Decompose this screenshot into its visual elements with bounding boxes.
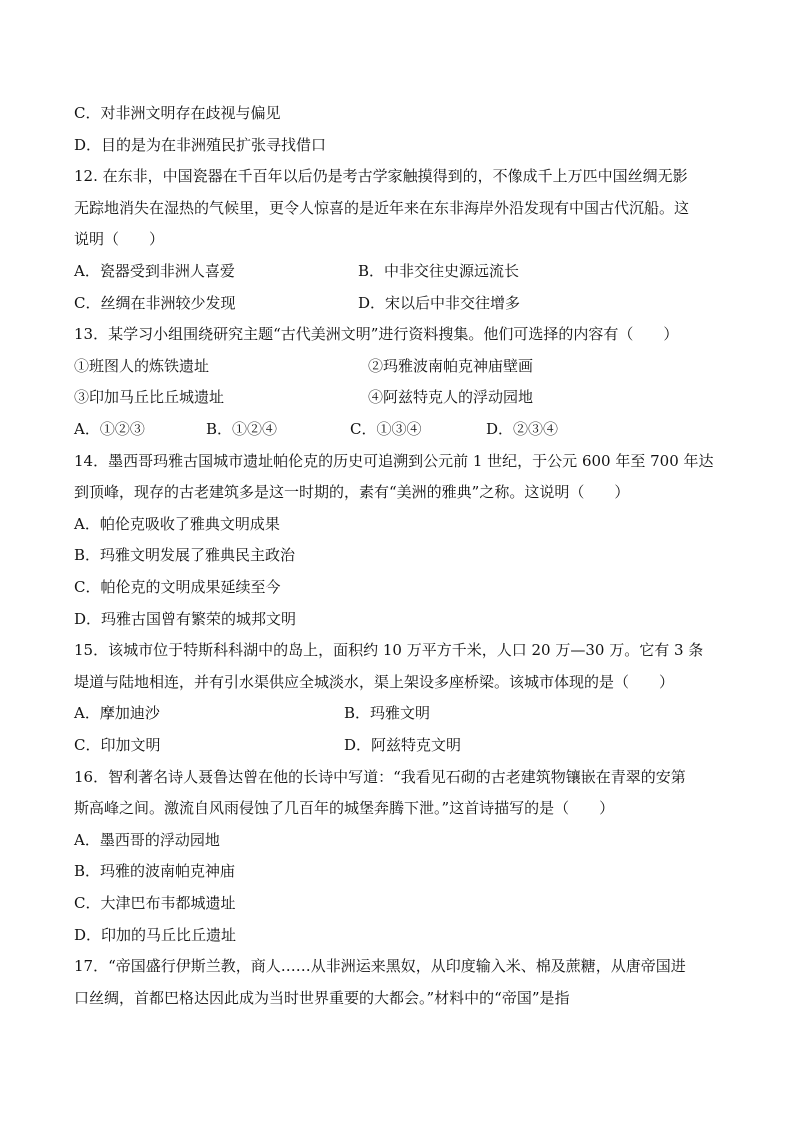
q15-stem-line-2: 堤道与陆地相连，并有引水渠供应全城淡水，渠上架设多座桥梁。该城市体现的是（ ） (74, 673, 675, 691)
q17-stem-line-2: 口丝绸，首都巴格达因此成为当时世界重要的大都会。”材料中的“帝国”是指 (74, 989, 570, 1007)
q16-stem-line-2: 斯高峰之间。激流自风雨侵蚀了几百年的城堡奔腾下泄。”这首诗描写的是（ ） (74, 799, 615, 817)
q13-option-b: B．①②④ (206, 420, 278, 438)
q15-option-b: B．玛雅文明 (344, 704, 431, 722)
q13-option-d: D．②③④ (486, 420, 559, 438)
q16-option-c: C．大津巴布韦都城遗址 (74, 894, 236, 912)
q13-item-1: ①班图人的炼铁遗址 (74, 357, 210, 375)
q13-item-4: ④阿兹特克人的浮动园地 (368, 388, 534, 406)
q12-stem-line-1: 12. 在东非，中国瓷器在千百年以后仍是考古学家触摸得到的，不像成千上万匹中国丝绸无影 (74, 167, 688, 185)
q14-stem-line-1: 14．墨西哥玛雅古国城市遗址帕伦克的历史可追溯到公元前 1 世纪，于公元 600 年至 700 年达 (74, 452, 714, 470)
q12-option-a: A．瓷器受到非洲人喜爱 (74, 262, 235, 280)
q13-stem-line-1: 13．某学习小组围绕研究主题“古代美洲文明”进行资料搜集。他们可选择的内容有（ ） (74, 325, 679, 343)
q12-stem-line-3: 说明（ ） (74, 230, 165, 248)
q11-option-c: C．对非洲文明存在歧视与偏见 (74, 104, 281, 122)
q12-stem-line-2: 无踪地消失在湿热的气候里，更令人惊喜的是近年来在东非海岸外沿发现有中国古代沉船。这 (74, 199, 690, 217)
q13-item-2: ②玛雅波南帕克神庙壁画 (368, 357, 534, 375)
q14-option-d: D．玛雅古国曾有繁荣的城邦文明 (74, 610, 297, 628)
q15-option-c: C．印加文明 (74, 736, 161, 754)
q15-option-a: A．摩加迪沙 (74, 704, 160, 722)
q14-option-b: B．玛雅文明发展了雅典民主政治 (74, 546, 296, 564)
q12-option-d: D．宋以后中非交往增多 (358, 294, 521, 312)
q16-option-b: B．玛雅的波南帕克神庙 (74, 862, 236, 880)
q13-option-a: A．①②③ (74, 420, 145, 438)
q17-stem-line-1: 17．“帝国盛行伊斯兰教，商人……从非洲运来黑奴，从印度输入米、棉及蔗糖，从唐帝国进 (74, 957, 686, 975)
q15-stem-line-1: 15．该城市位于特斯科科湖中的岛上，面积约 10 万平方千米，人口 20 万—30 万。它有 3 条 (74, 641, 704, 659)
q13-item-3: ③印加马丘比丘城遗址 (74, 388, 225, 406)
q12-option-b: B．中非交往史源远流长 (358, 262, 520, 280)
q14-option-a: A．帕伦克吸收了雅典文明成果 (74, 515, 280, 533)
q12-option-c: C．丝绸在非洲较少发现 (74, 294, 236, 312)
q14-stem-line-2: 到顶峰，现存的古老建筑多是这一时期的，素有“美洲的雅典”之称。这说明（ ） (74, 483, 630, 501)
q13-option-c: C．①③④ (350, 420, 422, 438)
q11-option-d: D．目的是为在非洲殖民扩张寻找借口 (74, 136, 327, 154)
q16-stem-line-1: 16．智利著名诗人聂鲁达曾在他的长诗中写道：“我看见石砌的古老建筑物镶嵌在青翠的安第 (74, 768, 686, 786)
q15-option-d: D．阿兹特克文明 (344, 736, 462, 754)
q16-option-d: D．印加的马丘比丘遗址 (74, 926, 237, 944)
q16-option-a: A．墨西哥的浮动园地 (74, 831, 220, 849)
q14-option-c: C．帕伦克的文明成果延续至今 (74, 578, 281, 596)
